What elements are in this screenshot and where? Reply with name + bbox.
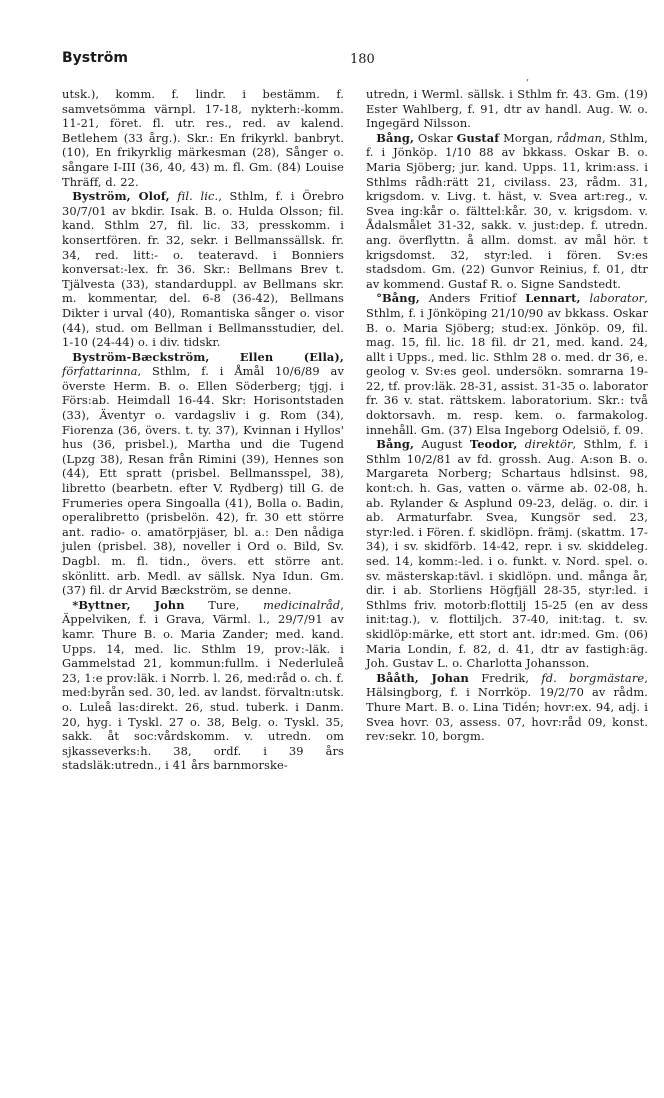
entry-name: Teodor, (469, 437, 518, 452)
entry-text: , Sthlm, f. i Sthlm 10/2/81 av fd. grossh. Aug. A:son B. o. Margareta Norberg; Schartaus hdlsinst. 98, kont:ch. h. Gas, vatten o. värme ab. 02-08, h. ab. Rylander & Asplund 09-23, deläg. o. dir. i ab. Armaturfabr. Svea, Kungsör sed. 23, styr:led. i Fören. f. skidlöpn. främj. (skattm. 17-34), i sv. skidförb. 14-42, repr. i sv. skiddeleg. sed. 14, komm:-led. i o. funkt. v. Nord. spel. o. sv. mästerskap:tävl. i skidlöpn. und. många år, dir. i ab. Storliens Högfjäll 28-35, styr:led. i Sthlms friv. motorb:flottilj 15-25 (en av dess init:tag.), v. flottiljch. 37-40, init:tag. t. sv. skidlöp:märke, ett stort ant. idr:med. Gm. (06) Maria Londin, f. 82, d. 41, dtr av fastigh:äg. Joh. Gustav L. o. Charlotta Johansson. (366, 437, 648, 671)
page-header (62, 50, 622, 74)
entry-title: rådman (556, 130, 602, 145)
entry-name: *Byttner, John (72, 597, 185, 612)
right-column (366, 87, 648, 744)
entry-text: utredn, i Werml. sällsk. i Sthlm fr. 43. Gm. (19) Ester Wahlberg, f. 91, dtr av handl. Aug. W. o. Ingegärd Nilsson. (366, 87, 648, 131)
biography-entry (366, 437, 648, 671)
entry-text: Anders Fritiof (419, 291, 526, 306)
entry-continuation (366, 87, 648, 131)
entry-text: Morgan, (499, 130, 557, 145)
biography-entry (366, 671, 648, 744)
entry-title: fil. lic. (177, 189, 219, 204)
left-column (62, 87, 344, 773)
entry-name: Lennart, (525, 291, 581, 306)
page-number: 180 (350, 52, 375, 67)
entry-text: , Sthlm, f. i Örebro 30/7/01 av bkdir. Isak. B. o. Hulda Olsson; fil. kand. Sthlm 27, fil. lic. 33, presskomm. i konsertfören. fr. 32, sekr. i Bellmanssällsk. fr. 34, red. litt:- o. teateravd. i Bonniers konversat:-lex. fr. 36. Skr.: Bellmans Brev t. Tjälvesta (33), standarduppl. av Bellmans skr. m. kommentar, del. 6-8 (36-42), Bellmans Dikter i urval (40), Romantiska sånger o. visor (44), stud. om Bellman i Bellmansstudier, del. 1-10 (24-44) o. i div. tidskr. (62, 189, 344, 350)
running-head-name: Byström (62, 50, 128, 66)
entry-name: °Bång, (376, 291, 420, 306)
entry-text: August (414, 437, 470, 452)
biography-entry (62, 350, 344, 598)
entry-name: Bång, (376, 130, 415, 145)
biography-entry (366, 291, 648, 437)
entry-text: Oskar (414, 130, 457, 145)
entry-name: Bång, (376, 437, 415, 452)
biography-entry (366, 131, 648, 292)
entry-text (517, 437, 524, 451)
biography-entry (62, 189, 344, 350)
entry-text: , Sthlm, f. i Jönköp. 1/10 88 av bkkass. Oskar B. o. Maria Sjöberg; jur. kand. Upps. 11, krim:ass. i Sthlms rådh:rätt 21, civilass. 23, rådm. 31, krigsdom. v. Livg. t. häst, v. Svea art:reg., v. Svea ing:kår o. fälttel:kår. 30, v. krigsdom. v. Ådalsmålet 31-32, sakk. v. just:dep. f. utredn. ang. överflyttn. å allm. domst. av mål hör. t krigsdomst. 32, styr:led. i fören. Sv:es stadsdom. Gm. (22) Gunvor Reinius, f. 01, dtr av kommend. Gustaf R. o. Signe Sandstedt. (366, 130, 648, 291)
biography-entry (62, 598, 344, 773)
entry-title: laborator (589, 291, 645, 306)
entry-text: Ture, (184, 597, 264, 612)
entry-text: , Sthlm, f. i Åmål 10/6/89 av överste Herm. B. o. Ellen Söderberg; tjgj. i Förs:ab. Heimdall 16-44. Skr: Horisontstaden (33), Äventyr o. vardagsliv i g. Rom (34), Fiorenza (36, övers. t. ty. 37), Kvinnan i Hyllos' hus (36, prisbel.), Martha und die Tugend (Lpzg 38), Resan från Rimini (39), Hennes son (44), Ett spratt (prisbel. Bellmansspel, 38), libretto (bearbetn. efter V. Rydberg) till G. de Frumeries opera Singoalla (41), Bolla o. Badin, operalibretto (prisbelön. 42), fr. 30 ett större ant. radio- o. amatörpjäser, bl. a.: Den nådiga julen (prisbel. 38), noveller i Ord o. Bild, Sv. Dagbl. m. fl. tidn., övers. ett större ant. skönlitt. arb. Medl. av sällsk. Nya Idun. Gm. (37) fil. dr Arvid Bæckström, se denne. (62, 364, 344, 598)
entry-title: författarinna (62, 364, 138, 379)
stray-mark: , (526, 72, 530, 83)
entry-name: Byström-Bæckström, Ellen (Ella), (72, 349, 344, 364)
entry-name: Byström, Olof, (72, 189, 170, 204)
entry-title: medicinalråd (263, 597, 341, 612)
entry-text: , Äppelviken, f. i Grava, Värml. l., 29/7/91 av kamr. Thure B. o. Maria Zander; med. kand. Upps. 14, med. lic. Sthlm 19, prov:-läk. i Gammelstad 21, kommun:fullm. i Nederluleå 23, 1:e prov:läk. i Norrb. l. 26, med:råd o. ch. f. med:byrån sed. 30, led. av landst. förvaltn:utsk. o. Luleå las:direkt. 26, stud. tuberk. i Danm. 20, hyg. i Tyskl. 27 o. 38, Belg. o. Tyskl. 35, sakk. åt soc:vårdskomm. v. utredn. om sjkasseverks:h. 38, ordf. i 39 års stadsläk:utredn., i 41 års barnmorske- (62, 597, 344, 773)
entry-title: fd. borgmästare (541, 670, 645, 685)
entry-text (581, 291, 590, 305)
entry-text: , Hälsingborg, f. i Norrköp. 19/2/70 av rådm. Thure Mart. B. o. Lina Tidén; hovr:ex. 94, adj. i Svea hovr. 03, assess. 07, hovr:råd 09, konst. rev:sekr. 10, borgm. (366, 670, 649, 744)
entry-name: Bååth, Johan (376, 670, 469, 685)
entry-title: direktör (524, 437, 573, 452)
entry-text: , Sthlm, f. i Jönköping 21/10/90 av bkkass. Oskar B. o. Maria Sjöberg; stud:ex. Jönköp. 09, fil. mag. 15, fil. lic. 18 fil. dr 21, med. kand. 24, allt i Upps., med. lic. Sthlm 28 o. med. dr 36, e. geolog v. Sv:es geol. undersökn. somrarna 19-22, tf. prov:läk. 28-31, assist. 31-35 o. laborator fr. 36 v. stat. rättskem. laboratorium. Skr.: två doktorsavh. m. resp. kem. o. farmakolog. innehåll. Gm. (37) Elsa Ingeborg Odelsiö, f. 09. (366, 291, 648, 437)
entry-text: utsk.), komm. f. lindr. i bestämm. f. samvetsömma värnpl. 17-18, nykterh:-komm. 11-21, föret. fl. utr. res., red. av kalend. Betlehem (33 årg.). Skr.: En frikyrkl. banbryt. (10), En frikyrklig märkesman (28), Sånger o. sångare I-III (36, 40, 43) m. fl. Gm. (84) Louise Thräff, d. 22. (62, 87, 344, 189)
entry-text: Fredrik, (468, 670, 542, 685)
entry-name: Gustaf (456, 130, 500, 145)
entry-continuation (62, 87, 344, 189)
